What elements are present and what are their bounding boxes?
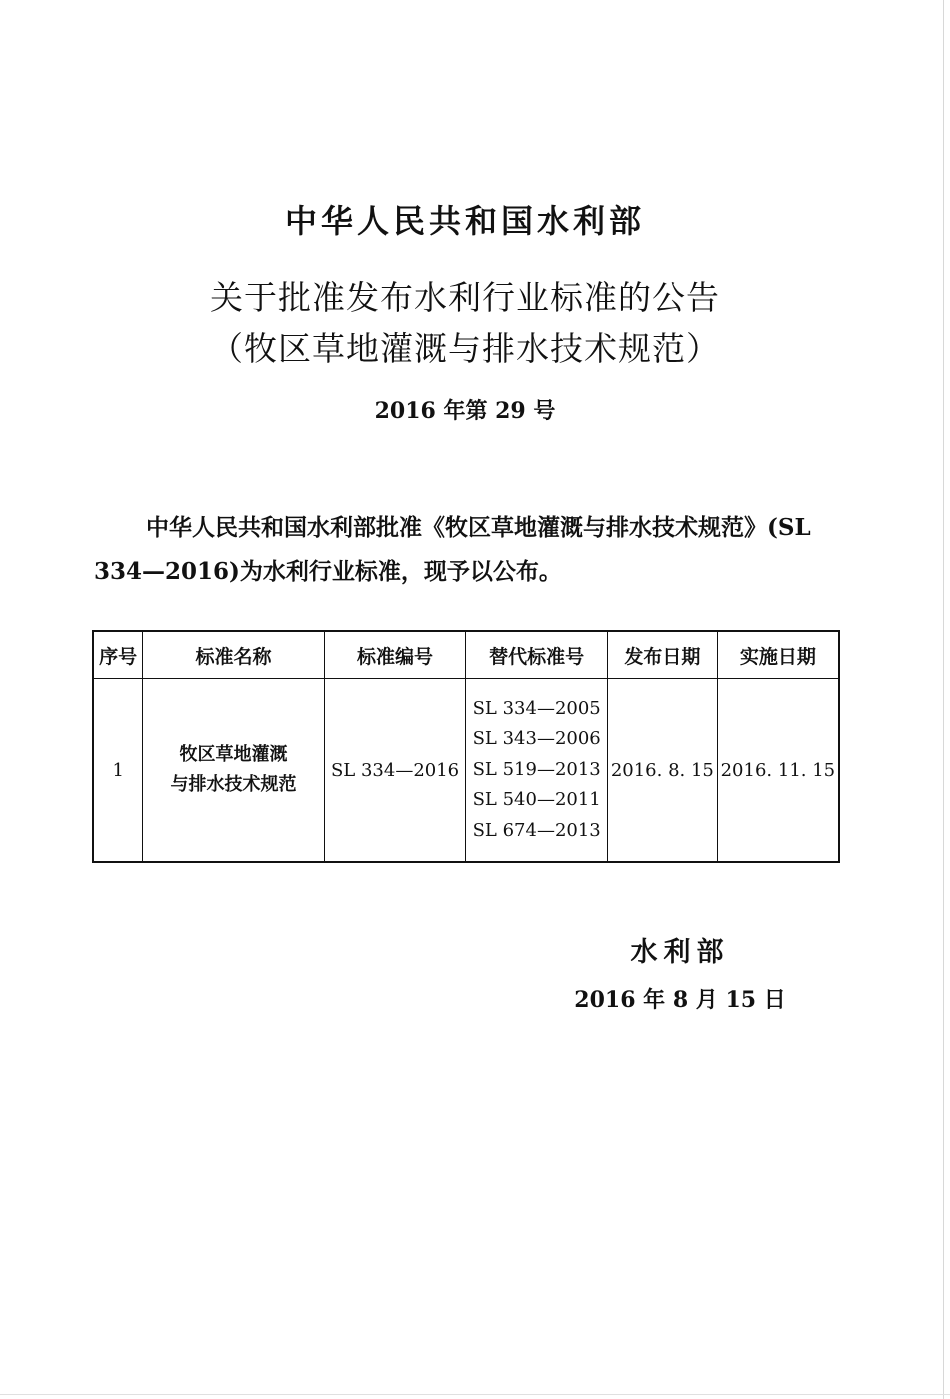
standard-name-line1: 牧区草地灌溉 — [179, 744, 288, 765]
scan-edge-bottom — [0, 1394, 950, 1395]
standard-name-line2: 与排水技术规范 — [170, 774, 297, 795]
scan-edge-right — [943, 0, 944, 1399]
row-effective-date: 2016. 11. 15 — [717, 679, 839, 863]
replaced-code: SL 343—2006 — [472, 728, 601, 750]
replaced-code: SL 334—2005 — [472, 697, 601, 719]
announcement-body: 中华人民共和国水利部批准《牧区草地灌溉与排水技术规范》(SL 334—2016)为水利行业标准，现予以公布。 — [94, 514, 811, 585]
signature-organization: 水利部 — [630, 937, 730, 968]
replaced-code: SL 674—2013 — [472, 819, 601, 841]
replaced-code: SL 519—2013 — [472, 758, 601, 780]
header-effective-date: 实施日期 — [717, 631, 839, 679]
ministry-title: 中华人民共和国水利部 — [284, 202, 645, 240]
announcement-title: 关于批准发布水利行业标准的公告 — [210, 278, 720, 317]
replaced-code: SL 540—2011 — [472, 789, 601, 811]
table-row — [93, 679, 839, 863]
standards-table — [92, 630, 840, 863]
row-standard-name — [143, 679, 324, 863]
header-standard-code: 标准编号 — [324, 631, 466, 679]
signature-date: 2016 年 8 月 15 日 — [574, 987, 786, 1013]
row-index: 1 — [93, 679, 143, 863]
standard-title: （牧区草地灌溉与排水技术规范） — [210, 329, 720, 368]
table-header-row — [93, 631, 839, 679]
header-standard-name: 标准名称 — [143, 631, 324, 679]
header-index: 序号 — [93, 631, 143, 679]
row-issue-date: 2016. 8. 15 — [607, 679, 717, 863]
document-number: 2016 年第 29 号 — [374, 398, 556, 424]
row-replaced-codes — [466, 679, 608, 863]
row-standard-code: SL 334—2016 — [324, 679, 466, 863]
header-replaced-codes: 替代标准号 — [466, 631, 608, 679]
header-issue-date: 发布日期 — [607, 631, 717, 679]
